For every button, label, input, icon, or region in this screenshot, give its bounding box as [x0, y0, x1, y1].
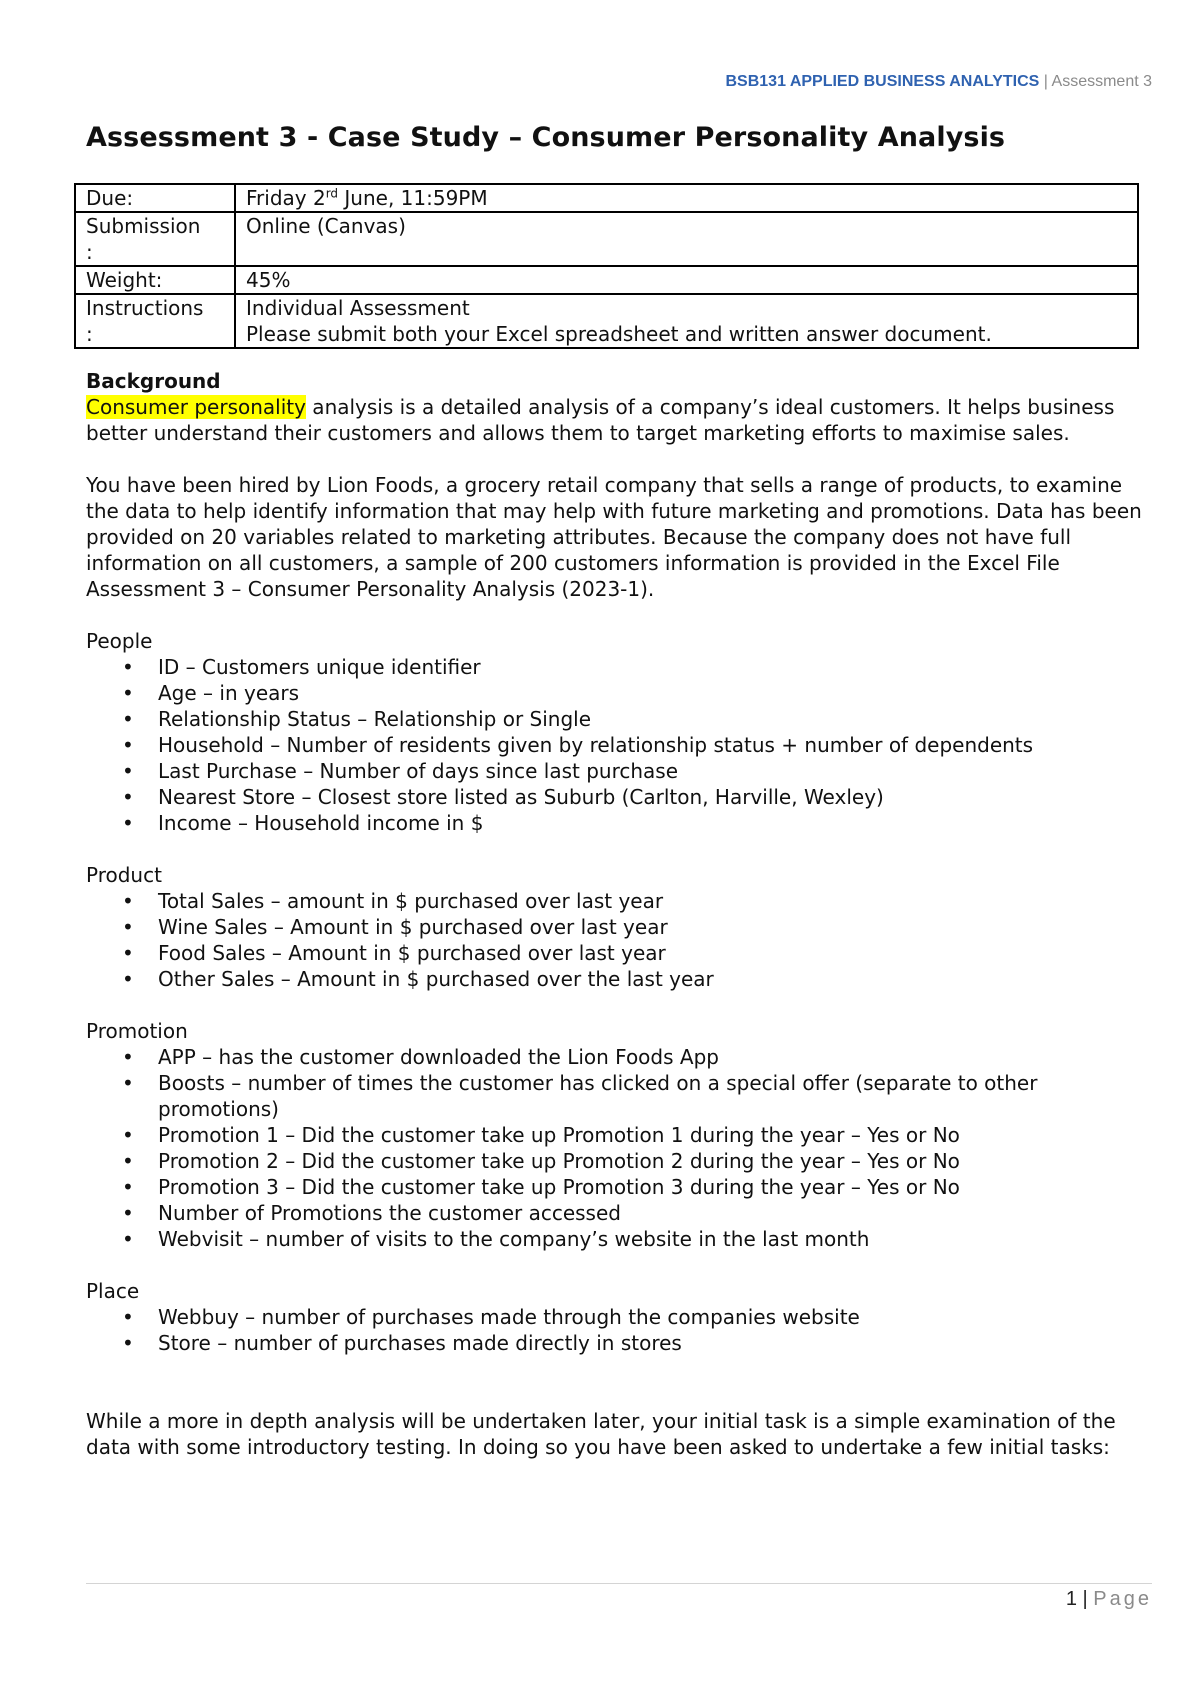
list-item: • Income – Household income in $ [86, 810, 1150, 836]
list-item: • Food Sales – Amount in $ purchased over last year [86, 940, 1150, 966]
course-name: BSB131 APPLIED BUSINESS ANALYTICS [725, 73, 1040, 90]
document-body [86, 368, 1150, 1460]
list-item: • APP – has the customer downloaded the Lion Foods App [86, 1044, 1150, 1070]
background-paragraph-1: Consumer personality analysis is a detailed analysis of a company’s ideal customers. It helps business better understand their customers and allows them to target marketing efforts to maximise sales. [86, 395, 1115, 445]
footer-separator: | [1082, 1588, 1088, 1610]
list-item: • Household – Number of residents given by relationship status + number of dependents [86, 732, 1150, 758]
submission-label: Submission : [75, 212, 235, 266]
page-number: 1 [1065, 1588, 1077, 1610]
promotion-list [86, 1044, 1150, 1252]
list-item: • Age – in years [86, 680, 1150, 706]
list-item: • Promotion 2 – Did the customer take up Promotion 2 during the year – Yes or No [86, 1148, 1150, 1174]
place-heading: Place [86, 1279, 140, 1303]
assessment-info-table [74, 183, 1139, 349]
assessment-label: Assessment 3 [1051, 73, 1152, 90]
list-item: • Boosts – number of times the customer has clicked on a special offer (separate to other promotions) [86, 1070, 1150, 1122]
product-list [86, 888, 1150, 992]
weight-label: Weight: [75, 266, 235, 294]
weight-value: 45% [235, 266, 1138, 294]
document-title: Assessment 3 - Case Study – Consumer Personality Analysis [86, 122, 1006, 153]
list-item: • Other Sales – Amount in $ purchased over the last year [86, 966, 1150, 992]
footer-divider [86, 1583, 1152, 1584]
place-list [86, 1304, 1150, 1356]
due-label: Due: [75, 184, 235, 212]
page-header [725, 73, 1152, 91]
page-label: Page [1093, 1588, 1152, 1610]
promotion-heading: Promotion [86, 1019, 188, 1043]
submission-value: Online (Canvas) [235, 212, 1138, 266]
header-separator: | [1043, 73, 1048, 90]
list-item: • Wine Sales – Amount in $ purchased over last year [86, 914, 1150, 940]
list-item: • ID – Customers unique identifier [86, 654, 1150, 680]
people-heading: People [86, 629, 153, 653]
due-value: Friday 2rd June, 11:59PM [235, 184, 1138, 212]
list-item: • Store – number of purchases made directly in stores [86, 1330, 1150, 1356]
list-item: • Webbuy – number of purchases made through the companies website [86, 1304, 1150, 1330]
list-item: • Nearest Store – Closest store listed as Suburb (Carlton, Harville, Wexley) [86, 784, 1150, 810]
product-heading: Product [86, 863, 162, 887]
list-item: • Last Purchase – Number of days since last purchase [86, 758, 1150, 784]
background-heading: Background [86, 369, 221, 393]
instructions-value: Individual Assessment Please submit both your Excel spreadsheet and written answer document. [235, 294, 1138, 348]
list-item: • Webvisit – number of visits to the company’s website in the last month [86, 1226, 1150, 1252]
page-footer [1066, 1588, 1152, 1611]
table-row [75, 184, 1138, 212]
highlighted-term: Consumer personality [86, 395, 306, 419]
background-paragraph-2: You have been hired by Lion Foods, a grocery retail company that sells a range of products, to examine the data to help identify information that may help with future marketing and promotions. Data has been provided on 20 variables related to marketing attributes. Because the company does not have full information on all customers, a sample of 200 customers information is provided in the Excel File Assessment 3 – Consumer Personality Analysis (2023-1). [86, 473, 1142, 601]
list-item: • Total Sales – amount in $ purchased over last year [86, 888, 1150, 914]
list-item: • Relationship Status – Relationship or Single [86, 706, 1150, 732]
table-row [75, 294, 1138, 348]
instructions-label: Instructions : [75, 294, 235, 348]
people-list [86, 654, 1150, 836]
table-row [75, 266, 1138, 294]
table-row [75, 212, 1138, 266]
closing-paragraph: While a more in depth analysis will be undertaken later, your initial task is a simple examination of the data with some introductory testing. In doing so you have been asked to undertake a few initial tasks: [86, 1409, 1116, 1459]
list-item: • Promotion 3 – Did the customer take up Promotion 3 during the year – Yes or No [86, 1174, 1150, 1200]
list-item: • Promotion 1 – Did the customer take up Promotion 1 during the year – Yes or No [86, 1122, 1150, 1148]
list-item: • Number of Promotions the customer accessed [86, 1200, 1150, 1226]
